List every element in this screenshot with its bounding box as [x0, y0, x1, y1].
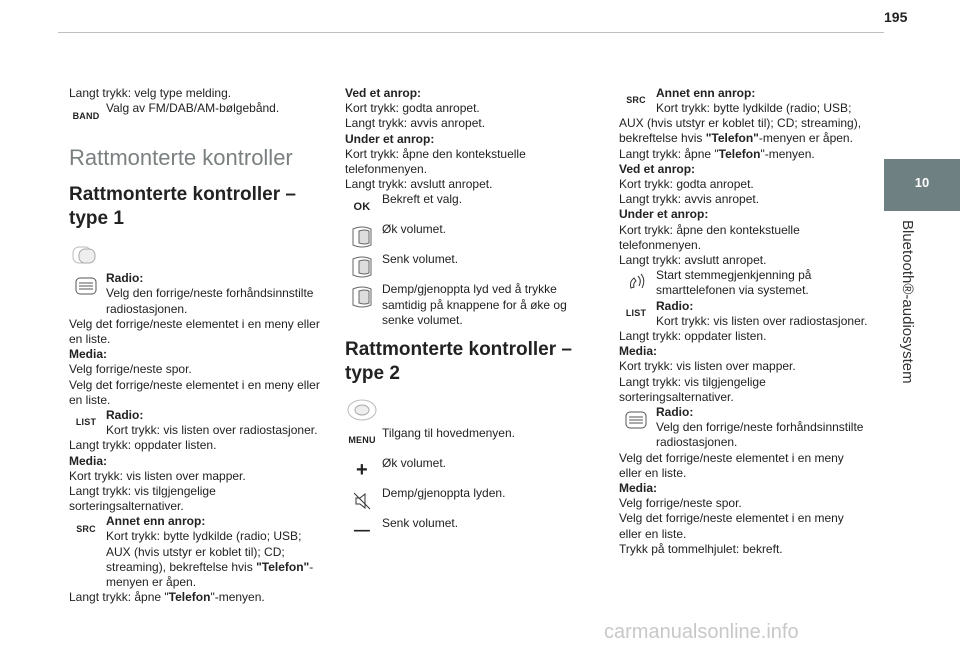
menu-text: Tilgang til hovedmenyen.	[382, 426, 515, 441]
mute-item	[345, 282, 602, 328]
radio-heading: Radio:	[106, 271, 144, 286]
media-line: Velg det forrige/neste elementet i en meny eller en liste.	[69, 377, 320, 407]
during-call-line: Kort trykk: åpne den kontekstuelle telefonmenyen.	[619, 222, 800, 252]
ok-item	[345, 192, 602, 222]
radio-item	[69, 271, 321, 317]
src-item	[69, 514, 321, 544]
chapter-label	[888, 220, 916, 390]
radio-item	[619, 405, 869, 451]
list-line: Kort trykk: vis listen over radiostasjoner.	[656, 313, 868, 328]
thumbwheel-text: Trykk på tommelhjulet: bekreft.	[619, 541, 783, 556]
list-media-heading: Media:	[619, 344, 658, 359]
list-media-line: Kort trykk: vis listen over mapper.	[619, 359, 796, 374]
column-3	[619, 86, 869, 557]
volume-up-item	[345, 222, 602, 252]
list-media-heading: Media:	[69, 453, 108, 468]
src-line: Langt trykk: åpne "Telefon"-menyen.	[69, 590, 265, 605]
call-line: Langt trykk: avvis anropet.	[619, 192, 760, 207]
radio-line: Velg det forrige/neste elementet i en meny eller en liste.	[619, 450, 844, 480]
plus-text: Øk volumet.	[382, 456, 447, 471]
src-item	[619, 86, 869, 116]
src-heading: Annet enn anrop:	[106, 514, 206, 529]
thumbwheel-icon	[69, 273, 103, 299]
voice-command-icon	[619, 270, 653, 296]
minus-text: Senk volumet.	[382, 516, 459, 531]
during-call-heading: Under et anrop:	[345, 131, 435, 146]
src-heading: Annet enn anrop:	[656, 86, 756, 100]
ok-icon: OK	[353, 200, 371, 213]
speaker-mute-icon	[345, 488, 379, 514]
list-icon: LIST	[625, 308, 647, 319]
minus-item	[345, 516, 602, 546]
ok-text: Bekreft et valg.	[382, 192, 463, 207]
section-title: Rattmonterte kontroller	[69, 145, 293, 171]
volume-up-text: Øk volumet.	[382, 222, 447, 237]
radio-heading: Radio:	[656, 405, 694, 420]
voice-item	[619, 268, 869, 298]
radio-line: Velg den forrige/neste forhåndsinnstilte radiostasjonen.	[106, 286, 314, 316]
during-call-line: Kort trykk: åpne den kontekstuelle telefonmenyen.	[345, 146, 526, 177]
media-heading: Media:	[619, 481, 658, 496]
radio-line: Velg den forrige/neste forhåndsinnstilte radiostasjonen.	[656, 420, 864, 450]
media-line: Velg forrige/neste spor.	[619, 496, 742, 511]
list-media-line: Langt trykk: vis tilgjengelige sorteringsalternativer.	[69, 484, 216, 514]
list-line: Langt trykk: oppdater listen.	[619, 329, 767, 344]
radio-line: Velg det forrige/neste elementet i en meny eller en liste.	[69, 316, 320, 347]
call-line: Kort trykk: godta anropet.	[619, 177, 754, 192]
subsection-title-type2: Rattmonterte kontroller – type 2	[345, 339, 572, 385]
volume-down-button-icon	[345, 254, 379, 280]
call-heading: Ved et anrop:	[619, 161, 696, 176]
mute2-item	[345, 486, 602, 516]
volume-up-button-icon	[345, 224, 379, 250]
src-line: Kort trykk: bytte lydkilde (radio; USB; AUX (hvis utstyr er koblet til); CD; streaming), bekreftelse hvis "Telefon"-menyen er åpen.	[106, 529, 314, 590]
voice-text: Start stemmegjenkjenning på smarttelefonen via systemet.	[656, 268, 812, 298]
steering-control-type2-icon	[345, 394, 602, 426]
call-line: Kort trykk: godta anropet.	[345, 101, 480, 116]
list-line: Kort trykk: vis listen over radiostasjoner.	[106, 423, 318, 438]
mute-button-icon	[345, 284, 379, 310]
menu-icon: MENU	[348, 435, 376, 446]
minus-icon: —	[353, 522, 371, 540]
watermark: carmanualsonline.info	[604, 621, 799, 643]
call-heading: Ved et anrop:	[345, 86, 422, 100]
media-heading: Media:	[69, 347, 108, 362]
page-number: 195	[884, 9, 908, 25]
list-radio-heading: Radio:	[106, 408, 144, 423]
menu-item	[345, 426, 602, 456]
list-line: Langt trykk: oppdater listen.	[69, 438, 217, 453]
steering-control-type1-icon	[69, 239, 321, 271]
band-item	[69, 101, 321, 131]
media-line: Velg det forrige/neste elementet i en meny eller en liste.	[619, 511, 844, 541]
band-text: Valg av FM/DAB/AM-bølgebånd.	[106, 101, 280, 116]
band-icon: BAND	[72, 110, 100, 121]
media-line: Velg forrige/neste spor.	[69, 362, 192, 377]
call-line: Langt trykk: avvis anropet.	[345, 116, 486, 131]
mute-text: Demp/gjenoppta lyd ved å trykke samtidig på knappene for å øke og senke volumet.	[382, 282, 567, 327]
subsection-title-type1: Rattmonterte kontroller – type 1	[69, 184, 296, 230]
src-icon: SRC	[76, 523, 96, 534]
during-call-line: Langt trykk: avslutt anropet.	[345, 177, 493, 192]
during-call-heading: Under et anrop:	[619, 207, 709, 222]
chapter-tab[interactable]	[884, 159, 960, 211]
plus-icon: +	[356, 459, 368, 482]
column-2	[345, 86, 602, 546]
chapter-number: 10	[914, 175, 930, 190]
volume-down-item	[345, 252, 602, 282]
list-media-line: Langt trykk: vis tilgjengelige sorteringsalternativer.	[619, 374, 766, 404]
chapter-label-text: Bluetooth®-audiosystem	[899, 220, 916, 384]
header-divider	[58, 32, 884, 33]
list-radio-heading: Radio:	[656, 298, 694, 313]
column-1	[69, 86, 321, 605]
during-call-line: Langt trykk: avslutt anropet.	[619, 253, 767, 268]
src-icon: SRC	[626, 95, 646, 106]
list-icon: LIST	[75, 417, 97, 428]
mute2-text: Demp/gjenoppta lyden.	[382, 486, 506, 501]
list-media-line: Kort trykk: vis listen over mapper.	[69, 468, 246, 483]
src-line: Kort trykk: bytte lydkilde (radio; USB; AUX (hvis utstyr er koblet til); CD; streaming), bekreftelse hvis "Telefon"-menyen er åpen.	[619, 101, 862, 146]
plus-item	[345, 456, 602, 486]
volume-down-text: Senk volumet.	[382, 252, 459, 267]
src-line: Langt trykk: åpne "Telefon"-menyen.	[619, 146, 815, 161]
list-item	[619, 299, 869, 329]
intro-text: Langt trykk: velg type melding.	[69, 86, 232, 100]
list-item	[69, 408, 321, 438]
thumbwheel-icon	[619, 407, 653, 433]
